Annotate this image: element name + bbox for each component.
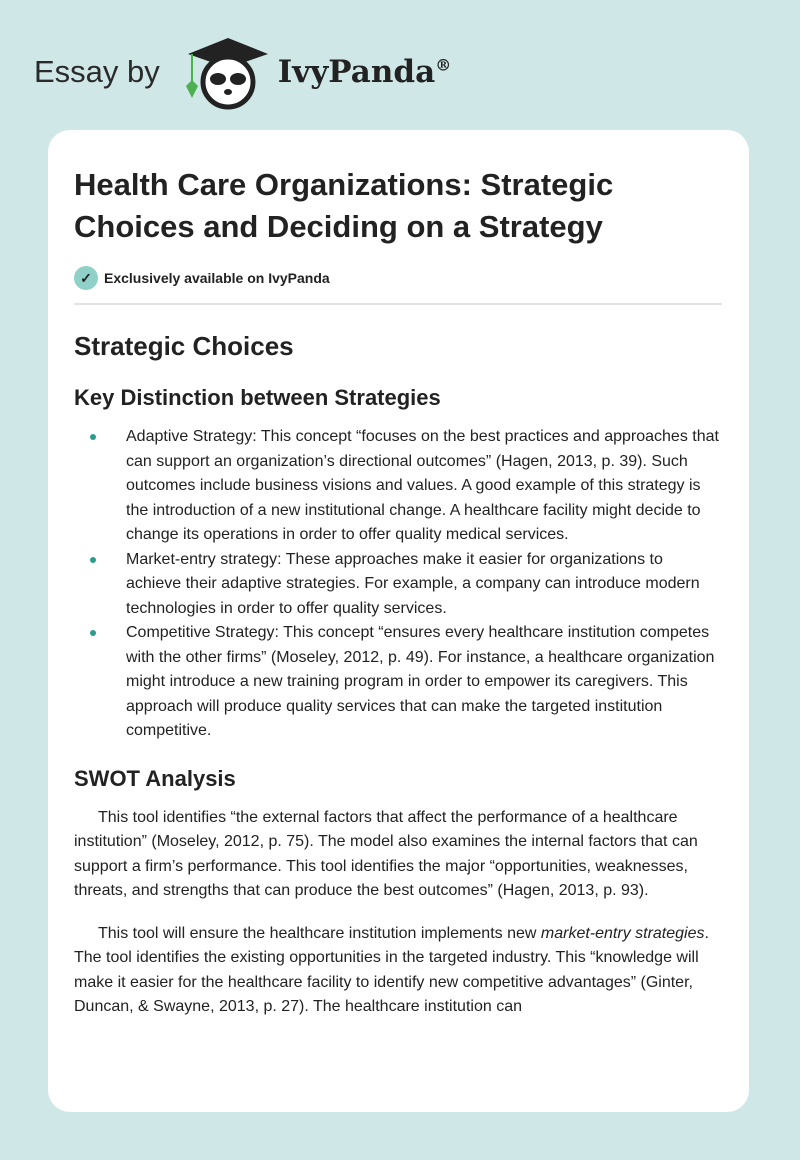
essay-by-label: Essay by <box>34 54 160 89</box>
subsection-heading: SWOT Analysis <box>74 765 236 791</box>
divider <box>74 303 722 305</box>
page-title: Health Care Organizations: Strategic Choices and Deciding on a Strategy <box>74 167 614 244</box>
list-item-text: Market-entry strategy: These approaches make it easier for organizations to achieve their adaptive strategies. For example, a company can introduce modern technologies in order to offer quality services. <box>126 550 700 617</box>
exclusive-badge <box>74 264 723 292</box>
list-item-text: Competitive Strategy: This concept “ensures every healthcare institution competes with the other firms” (Moseley, 2012, p. 49). For instance, a healthcare organization might introduce a new training program in order to empower its caregivers. This approach will produce quality services that can make the targeted institution competitive. <box>126 624 715 739</box>
list-item <box>74 425 722 548</box>
essay-card <box>48 130 749 1112</box>
bullet-icon <box>90 557 96 563</box>
ivypanda-logo-icon <box>178 34 270 110</box>
list-item-text: Adaptive Strategy: This concept “focuses on the best practices and approaches that can support an organization’s directional outcomes” (Hagen, 2013, p. 39). Such outcomes include business visions and values. A good example of this strategy is the introduction of a new institutional change. A healthcare facility might decide to change its operations in order to offer quality medical services. <box>126 428 719 543</box>
exclusive-label: Exclusively available on IvyPanda <box>104 270 330 286</box>
list-item <box>74 548 722 622</box>
strategy-list <box>74 425 723 744</box>
brand-name: IvyPanda® <box>277 54 452 90</box>
list-item <box>74 621 722 744</box>
subsection-heading: Key Distinction between Strategies <box>74 385 441 410</box>
bullet-icon <box>90 630 96 636</box>
paragraph-text: This tool will ensure the healthcare institution implements new <box>98 924 541 942</box>
site-header <box>34 34 451 110</box>
paragraph: This tool identifies “the external factors that affect the performance of a healthcare institution” (Moseley, 2012, p. 75). The model also examines the internal factors that can support a firm’s performance. This tool identifies the major “opportunities, weaknesses, threats, and strengths that can produce the best outcomes” (Hagen, 2013, p. 93). <box>74 808 698 899</box>
bullet-icon <box>90 434 96 440</box>
check-icon: ✓ <box>74 266 98 290</box>
paragraph-text: . The tool identifies the existing opportunities in the targeted industry. This “knowledge will make it easier for the healthcare facility to identify new competitive advantages” (Ginter, Duncan, & Swayne, 2013, p. 27). The healthcare institution can <box>74 924 709 1015</box>
section-heading: Strategic Choices <box>74 331 294 361</box>
emphasis-text: market-entry strategies <box>540 924 705 942</box>
paragraph <box>74 922 724 1020</box>
